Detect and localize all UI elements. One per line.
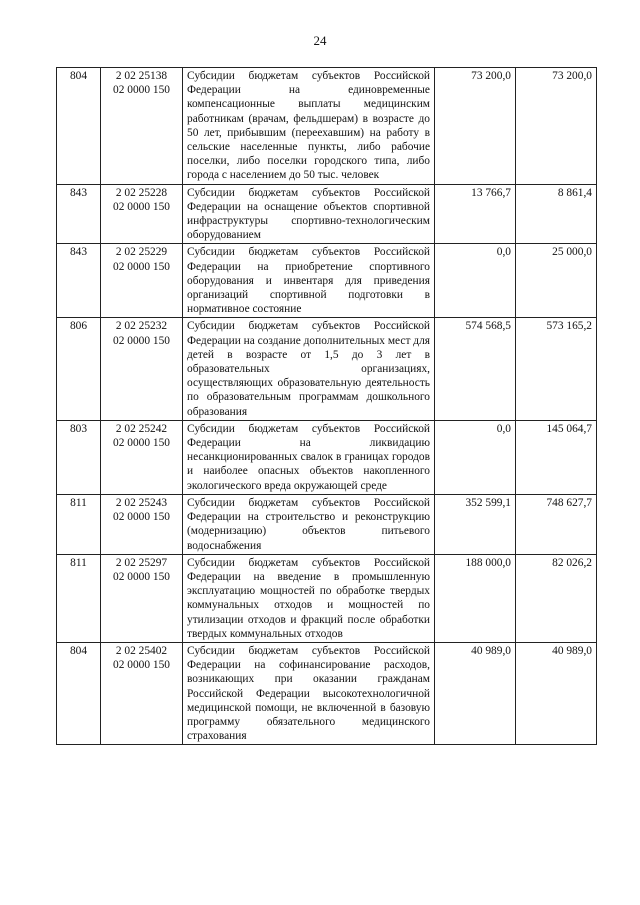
description-cell: Субсидии бюджетам субъектов Российской Федерации на софинансирование расходов, возникающих при оказании гражданам Российской Федерации высокотехнологичной медицинской помощи, не включенной в базовую программу обязательного медицинского страхования (183, 642, 435, 744)
amount-1-cell: 574 568,5 (435, 318, 516, 420)
description-cell: Субсидии бюджетам субъектов Российской Федерации на строительство и реконструкцию (модернизацию) объектов питьевого водоснабжения (183, 494, 435, 554)
admin-code-cell: 811 (57, 554, 101, 642)
amount-1-cell: 0,0 (435, 420, 516, 494)
amount-2-cell: 8 861,4 (516, 184, 597, 244)
table-row (57, 244, 597, 318)
page-number: 24 (313, 33, 327, 48)
budget-table-body (57, 68, 597, 745)
description-cell: Субсидии бюджетам субъектов Российской Федерации на оснащение объектов спортивной инфраструктуры спортивно-технологическим оборудованием (183, 184, 435, 244)
admin-code-cell: 811 (57, 494, 101, 554)
kbk-cell: 2 02 25402 02 0000 150 (101, 642, 183, 744)
description-cell: Субсидии бюджетам субъектов Российской Федерации на создание дополнительных мест для детей в возрасте от 1,5 до 3 лет в образовательных организациях, осуществляющих образовательную деятельность по образовательным программам дошкольного образования (183, 318, 435, 420)
amount-1-cell: 0,0 (435, 244, 516, 318)
admin-code-cell: 843 (57, 244, 101, 318)
kbk-cell: 2 02 25242 02 0000 150 (101, 420, 183, 494)
kbk-cell: 2 02 25232 02 0000 150 (101, 318, 183, 420)
kbk-cell: 2 02 25297 02 0000 150 (101, 554, 183, 642)
amount-2-cell: 82 026,2 (516, 554, 597, 642)
description-cell: Субсидии бюджетам субъектов Российской Федерации на ликвидацию несанкционированных свалок в границах городов и наиболее опасных объектов накопленного экологического вреда окружающей среде (183, 420, 435, 494)
budget-table (56, 67, 597, 745)
description-cell: Субсидии бюджетам субъектов Российской Федерации на единовременные компенсационные выплаты медицинским работникам (врачам, фельдшерам) в возрасте до 50 лет, прибывшим (переехавшим) на работу в сельские населенные пункты, либо рабочие поселки, либо поселки городского типа, либо города с населением до 50 тыс. человек (183, 68, 435, 185)
kbk-cell: 2 02 25228 02 0000 150 (101, 184, 183, 244)
kbk-cell: 2 02 25138 02 0000 150 (101, 68, 183, 185)
amount-1-cell: 73 200,0 (435, 68, 516, 185)
amount-2-cell: 73 200,0 (516, 68, 597, 185)
table-row (57, 420, 597, 494)
table-row (57, 494, 597, 554)
table-row (57, 68, 597, 185)
admin-code-cell: 804 (57, 642, 101, 744)
description-cell: Субсидии бюджетам субъектов Российской Федерации на приобретение спортивного оборудования и инвентаря для приведения организаций спортивной подготовки в нормативное состояние (183, 244, 435, 318)
amount-2-cell: 573 165,2 (516, 318, 597, 420)
table-row (57, 184, 597, 244)
admin-code-cell: 803 (57, 420, 101, 494)
amount-2-cell: 40 989,0 (516, 642, 597, 744)
kbk-cell: 2 02 25229 02 0000 150 (101, 244, 183, 318)
admin-code-cell: 804 (57, 68, 101, 185)
admin-code-cell: 843 (57, 184, 101, 244)
amount-1-cell: 188 000,0 (435, 554, 516, 642)
table-row (57, 554, 597, 642)
amount-1-cell: 40 989,0 (435, 642, 516, 744)
kbk-cell: 2 02 25243 02 0000 150 (101, 494, 183, 554)
amount-2-cell: 25 000,0 (516, 244, 597, 318)
amount-2-cell: 748 627,7 (516, 494, 597, 554)
amount-1-cell: 352 599,1 (435, 494, 516, 554)
description-cell: Субсидии бюджетам субъектов Российской Федерации на введение в промышленную эксплуатацию мощностей по обработке твердых коммунальных отходов и мощностей по утилизации отходов и фракций после обработки твердых коммунальных отходов (183, 554, 435, 642)
amount-2-cell: 145 064,7 (516, 420, 597, 494)
admin-code-cell: 806 (57, 318, 101, 420)
table-row (57, 318, 597, 420)
amount-1-cell: 13 766,7 (435, 184, 516, 244)
table-row (57, 642, 597, 744)
